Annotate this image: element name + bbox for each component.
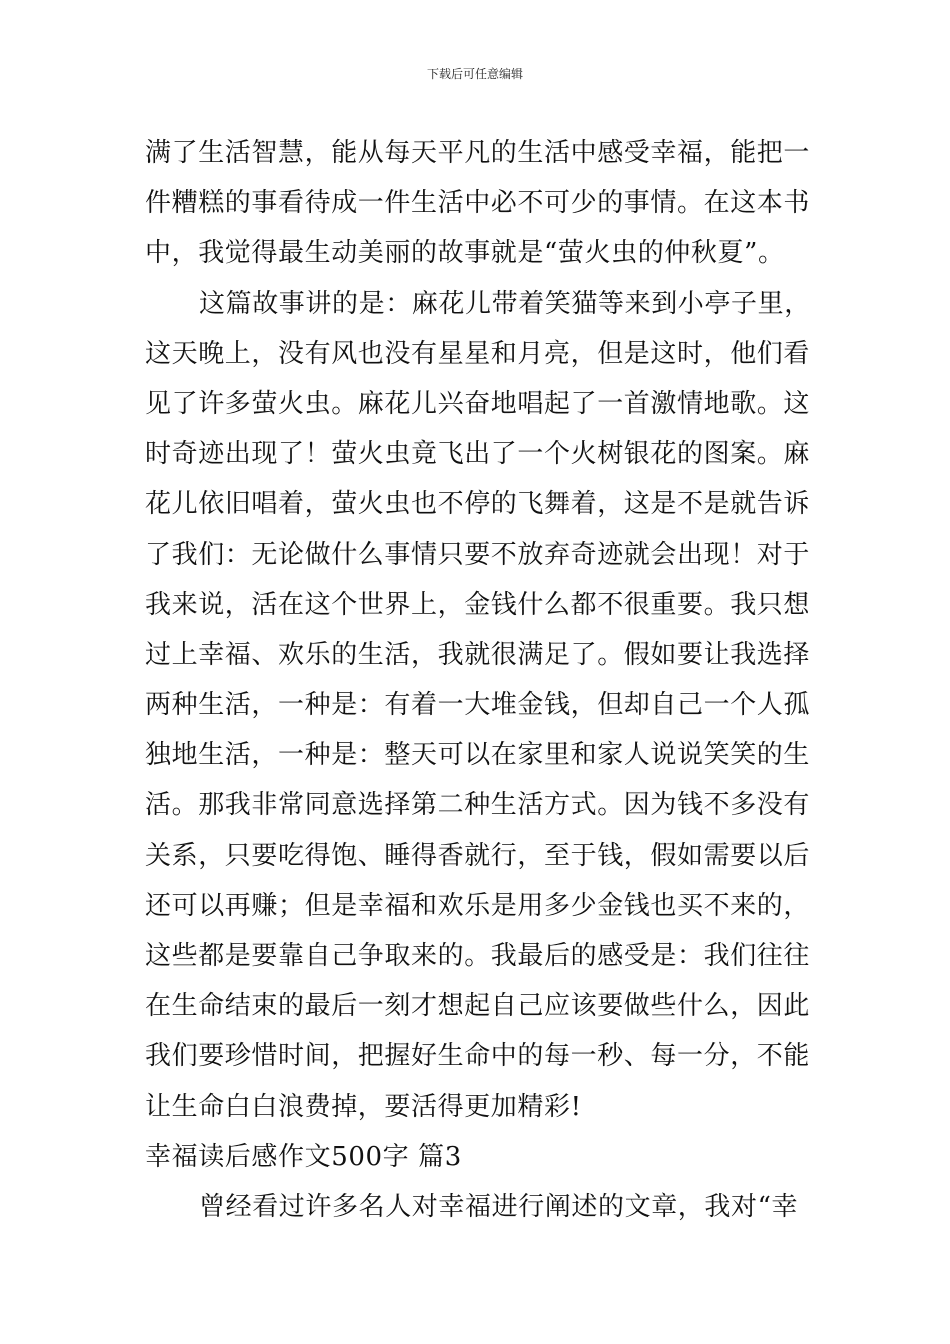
section-heading: 幸福读后感作文500字 篇3: [145, 1141, 462, 1172]
text-line: 独地生活，一种是：整天可以在家里和家人说说笑笑的生: [145, 740, 811, 771]
document-body: [145, 128, 810, 1232]
text-line: 了我们：无论做什么事情只要不放弃奇迹就会出现！对于: [145, 539, 811, 570]
text-line: 我来说，活在这个世界上，金钱什么都不很重要。我只想: [145, 589, 811, 620]
text-line: 关系，只要吃得饱、睡得香就行，至于钱，假如需要以后: [145, 840, 811, 871]
text-line: 见了许多萤火虫。麻花儿兴奋地唱起了一首激情地歌。这: [145, 388, 811, 419]
text-line: 中，我觉得最生动美丽的故事就是“萤火虫的仲秋夏”。: [145, 238, 785, 269]
text-line: 件糟糕的事看待成一件生活中必不可少的事情。在这本书: [145, 188, 811, 219]
text-line: 这些都是要靠自己争取来的。我最后的感受是：我们往往: [145, 941, 811, 971]
text-line: 花儿依旧唱着，萤火虫也不停的飞舞着，这是不是就告诉: [145, 489, 811, 520]
text-line: 我们要珍惜时间，把握好生命中的每一秒、每一分，不能: [145, 1041, 811, 1072]
text-line: 活。那我非常同意选择第二种生活方式。因为钱不多没有: [145, 790, 811, 821]
text-line: 在生命结束的最后一刻才想起自己应该要做些什么，因此: [145, 991, 811, 1022]
text-line: 这天晚上，没有风也没有星星和月亮，但是这时，他们看: [145, 338, 811, 369]
paragraph-start-line: 这篇故事讲的是：麻花儿带着笑猫等来到小亭子里，: [199, 288, 811, 319]
page-header-note: 下载后可任意编辑: [426, 67, 523, 81]
text-line: 让生命白白浪费掉，要活得更加精彩!: [145, 1091, 582, 1122]
text-line: 两种生活，一种是：有着一大堆金钱，但却自己一个人孤: [145, 690, 811, 721]
text-line: 过上幸福、欢乐的生活，我就很满足了。假如要让我选择: [145, 639, 811, 670]
text-line: 满了生活智慧，能从每天平凡的生活中感受幸福，能把一: [145, 138, 811, 168]
paragraph-start-line: 曾经看过许多名人对幸福进行阐述的文章，我对“幸: [199, 1191, 799, 1222]
text-line: 还可以再赚；但是幸福和欢乐是用多少金钱也买不来的，: [145, 890, 811, 921]
text-line: 时奇迹出现了！萤火虫竟飞出了一个火树银花的图案。麻: [145, 439, 811, 470]
